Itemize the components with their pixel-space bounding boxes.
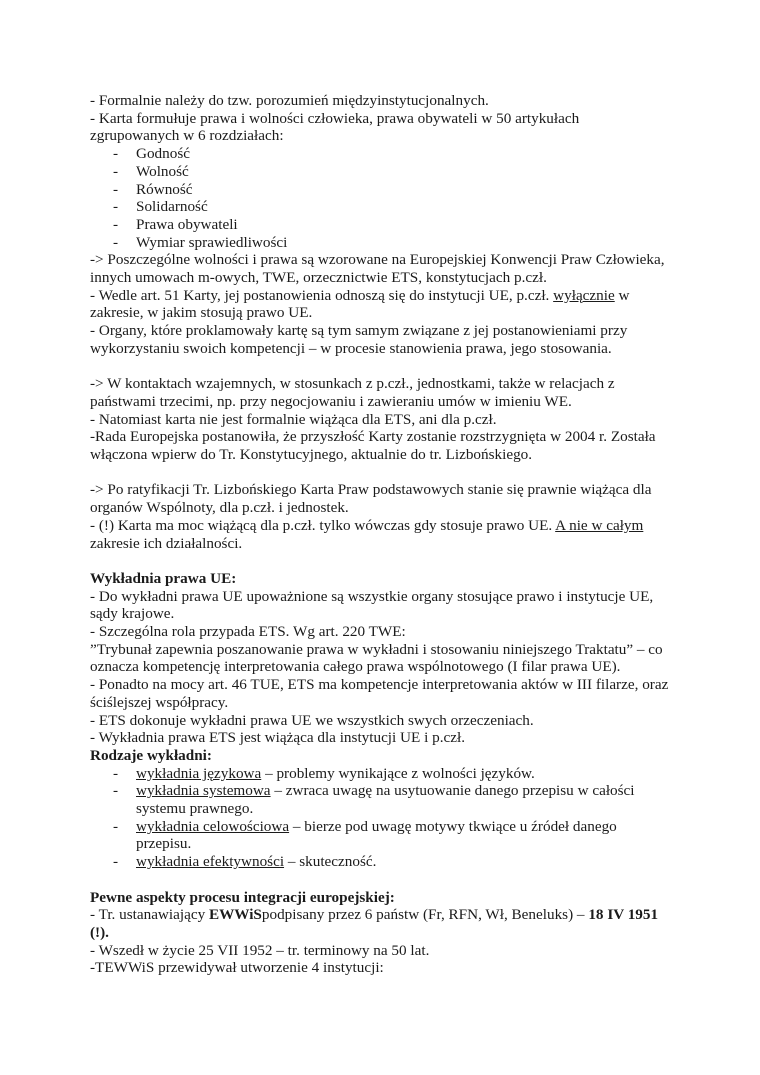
paragraph <box>90 411 670 429</box>
text-segment: - Ponadto na mocy art. 46 TUE, ETS ma kompetencje interpretowania aktów w III filarze, oraz ściślejszej współpracy. <box>90 676 669 711</box>
bold-text: Pewne aspekty procesu integracji europejskiej: <box>90 888 395 906</box>
paragraph <box>90 712 670 730</box>
underlined-text: wykładnia systemowa <box>136 782 271 800</box>
blank-line <box>90 871 670 889</box>
paragraph <box>90 729 670 747</box>
list-item <box>90 853 670 871</box>
paragraph <box>90 375 670 410</box>
document-content <box>90 92 670 977</box>
text-segment: - ETS dokonuje wykładni prawa UE we wszystkich swych orzeczeniach. <box>90 711 534 729</box>
paragraph <box>90 110 670 145</box>
bullet-dash: - <box>113 215 119 233</box>
bullet-dash: - <box>113 145 119 163</box>
paragraph <box>90 517 670 552</box>
text-segment: zakresie ich działalności. <box>90 534 243 552</box>
bullet-dash: - <box>113 817 119 835</box>
text-segment: - Organy, które proklamowały kartę są tym samym związane z jej postanowieniami przy wykorzystaniu swoich kompetencji – w procesie stanowienia prawa, jego stosowania. <box>90 322 628 357</box>
section-heading <box>90 747 670 765</box>
bullet-dash: - <box>113 198 119 216</box>
text-segment: - Wedle art. 51 Karty, jej postanowienia odnoszą się do instytucji UE, p.czł. <box>90 286 554 304</box>
list-item <box>90 145 670 163</box>
text-segment: w zakresie, w jakim stosują prawo UE. <box>90 286 630 322</box>
list-item <box>90 216 670 234</box>
section-heading <box>90 570 670 588</box>
bold-text: Rodzaje wykładni: <box>90 746 212 764</box>
paragraph <box>90 623 670 641</box>
text-segment: -Rada Europejska postanowiła, że przyszłość Karty zostanie rozstrzygnięta w 2004 r. Została włączona wpierw do Tr. Konstytucyjnego, aktualnie do tr. Lizbońskiego. <box>90 428 656 464</box>
paragraph <box>90 287 670 322</box>
list-item <box>90 181 670 199</box>
paragraph <box>90 906 670 941</box>
paragraph <box>90 942 670 960</box>
paragraph <box>90 428 670 463</box>
underlined-text: wykładnia językowa <box>136 764 262 782</box>
text-segment: -> Poszczególne wolności i prawa są wzorowane na Europejskiej Konwencji Praw Człowieka, innych umowach m-owych, TWE, orzecznictwie ETS, konstytucjach p.czł. <box>90 251 665 287</box>
text-segment: -> Po ratyfikacji Tr. Lizbońskiego Karta Praw podstawowych stanie się prawnie wiążąca dla organów Wspólnoty, dla p.czł. i jednostek. <box>90 481 652 517</box>
bullet-dash: - <box>113 162 119 180</box>
text-segment: Wolność <box>136 162 189 180</box>
underlined-text: wykładnia efektywności <box>136 853 285 871</box>
text-segment: ”Trybunał zapewnia poszanowanie prawa w wykładni i stosowaniu niniejszego Traktatu” – co oznacza kompetencję interpretowania całego prawa wspólnotowego (I filar prawa UE). <box>90 640 663 676</box>
text-segment: – zwraca uwagę na usytuowanie danego przepisu w całości systemu prawnego. <box>136 782 635 818</box>
text-segment: - Tr. ustanawiający <box>90 906 209 924</box>
paragraph <box>90 251 670 286</box>
bullet-dash: - <box>113 180 119 198</box>
text-segment: - Wszedł w życie 25 VII 1952 – tr. terminowy na 50 lat. <box>90 941 430 959</box>
list-item <box>90 818 670 853</box>
list-item <box>90 198 670 216</box>
bullet-list <box>90 765 670 871</box>
underlined-text: wyłącznie <box>553 286 615 304</box>
text-segment: Godność <box>136 145 190 163</box>
blank-line <box>90 552 670 570</box>
paragraph <box>90 676 670 711</box>
bold-text: 18 IV 1951 (!). <box>90 906 659 941</box>
text-segment: - Karta formułuje prawa i wolności człowieka, prawa obywateli w 50 artykułach zgrupowanych w 6 rozdziałach: <box>90 109 580 145</box>
bullet-dash: - <box>113 853 119 871</box>
list-item <box>90 234 670 252</box>
bold-text: Wykładnia prawa UE: <box>90 569 237 587</box>
text-segment: Solidarność <box>136 198 208 216</box>
text-segment: – bierze pod uwagę motywy tkwiące u źródeł danego przepisu. <box>136 817 617 853</box>
text-segment: Równość <box>136 180 193 198</box>
blank-line <box>90 464 670 482</box>
underlined-text: A nie w całym <box>555 516 644 534</box>
section-heading <box>90 889 670 907</box>
text-segment: Wymiar sprawiedliwości <box>136 233 288 251</box>
bullet-list <box>90 145 670 251</box>
paragraph <box>90 641 670 676</box>
underlined-text: wykładnia celowościowa <box>136 817 290 835</box>
list-item <box>90 163 670 181</box>
text-segment: -TEWWiS przewidywał utworzenie 4 instytucji: <box>90 959 384 977</box>
text-segment: -> W kontaktach wzajemnych, w stosunkach z p.czł., jednostkami, także w relacjach z państwami trzecimi, np. przy negocjowaniu i zawieraniu umów w imieniu WE. <box>90 375 615 410</box>
text-segment: - (!) Karta ma moc wiążącą dla p.czł. tylko wówczas gdy stosuje prawo UE. <box>90 516 556 534</box>
text-segment: – problemy wynikające z wolności języków. <box>261 764 535 782</box>
text-segment: - Natomiast karta nie jest formalnie wiążąca dla ETS, ani dla p.czł. <box>90 410 497 428</box>
paragraph <box>90 92 670 110</box>
bullet-dash: - <box>113 764 119 782</box>
text-segment: – skuteczność. <box>284 853 377 871</box>
bullet-dash: - <box>113 782 119 800</box>
paragraph <box>90 481 670 516</box>
paragraph <box>90 959 670 977</box>
text-segment: Prawa obywateli <box>136 215 238 233</box>
text-segment: podpisany przez 6 państw (Fr, RFN, Wł, Beneluks) – <box>261 906 589 924</box>
blank-line <box>90 358 670 376</box>
bullet-dash: - <box>113 233 119 251</box>
text-segment: - Do wykładni prawa UE upoważnione są wszystkie organy stosujące prawo i instytucje UE, sądy krajowe. <box>90 587 654 623</box>
paragraph <box>90 588 670 623</box>
bold-text: EWWiS <box>208 906 262 924</box>
text-segment: - Szczególna rola przypada ETS. Wg art. 220 TWE: <box>90 623 406 641</box>
paragraph <box>90 322 670 357</box>
list-item <box>90 765 670 783</box>
text-segment: - Formalnie należy do tzw. porozumień międzyinstytucjonalnych. <box>90 92 489 109</box>
list-item <box>90 782 670 817</box>
text-segment: - Wykładnia prawa ETS jest wiążąca dla instytucji UE i p.czł. <box>90 729 465 747</box>
